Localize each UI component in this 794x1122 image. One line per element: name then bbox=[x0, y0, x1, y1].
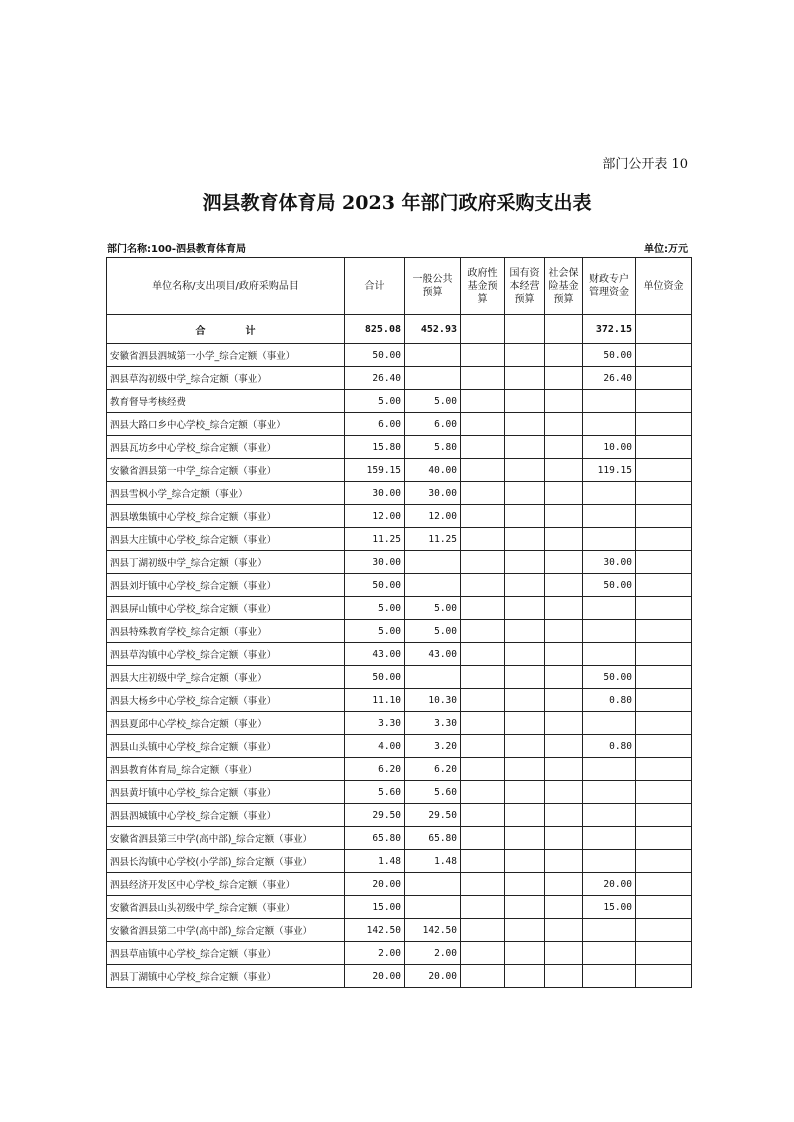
cell-social-insurance bbox=[545, 965, 583, 988]
cell-state-capital bbox=[505, 896, 545, 919]
cell-total: 12.00 bbox=[345, 505, 405, 528]
cell-social-insurance bbox=[545, 666, 583, 689]
cell-social-insurance bbox=[545, 735, 583, 758]
cell-total: 15.80 bbox=[345, 436, 405, 459]
cell-general: 20.00 bbox=[405, 965, 461, 988]
cell-total: 5.00 bbox=[345, 597, 405, 620]
procurement-table bbox=[106, 257, 692, 988]
cell-state-capital bbox=[505, 758, 545, 781]
cell-special-fiscal bbox=[583, 390, 636, 413]
cell-gov-fund bbox=[461, 344, 505, 367]
cell-general bbox=[405, 896, 461, 919]
cell-name: 泗县大庄镇中心学校_综合定额（事业） bbox=[107, 528, 345, 551]
cell-state-capital bbox=[505, 827, 545, 850]
cell-general bbox=[405, 551, 461, 574]
cell-special-fiscal: 0.80 bbox=[583, 689, 636, 712]
cell-special-fiscal bbox=[583, 781, 636, 804]
cell-state-capital bbox=[505, 528, 545, 551]
cell-total: 3.30 bbox=[345, 712, 405, 735]
total-label bbox=[107, 315, 345, 344]
cell-social-insurance bbox=[545, 436, 583, 459]
cell-unit-fund bbox=[636, 505, 692, 528]
cell-unit-fund bbox=[636, 850, 692, 873]
cell-name: 泗县夏邱中心学校_综合定额（事业） bbox=[107, 712, 345, 735]
cell-special-fiscal bbox=[583, 919, 636, 942]
cell-special-fiscal: 50.00 bbox=[583, 574, 636, 597]
cell-state-capital bbox=[505, 344, 545, 367]
cell-name: 泗县丁湖初级中学_综合定额（事业） bbox=[107, 551, 345, 574]
cell-gov-fund bbox=[461, 459, 505, 482]
header-general-budget: 一般公共预算 bbox=[405, 258, 461, 315]
cell-name: 安徽省泗县第一中学_综合定额（事业） bbox=[107, 459, 345, 482]
cell-special-fiscal: 50.00 bbox=[583, 666, 636, 689]
cell-state-capital bbox=[505, 482, 545, 505]
header-name: 单位名称/支出项目/政府采购品目 bbox=[107, 258, 345, 315]
cell-social-insurance bbox=[545, 528, 583, 551]
cell-general: 6.20 bbox=[405, 758, 461, 781]
cell-social-insurance bbox=[545, 413, 583, 436]
cell-gov-fund bbox=[461, 597, 505, 620]
cell-unit-fund bbox=[636, 942, 692, 965]
cell-social-insurance bbox=[545, 804, 583, 827]
cell-unit-fund bbox=[636, 344, 692, 367]
table-row bbox=[107, 482, 692, 505]
cell-gov-fund bbox=[461, 781, 505, 804]
cell-name: 泗县黄圩镇中心学校_综合定额（事业） bbox=[107, 781, 345, 804]
cell-total: 1.48 bbox=[345, 850, 405, 873]
table-row bbox=[107, 850, 692, 873]
cell-social-insurance bbox=[545, 758, 583, 781]
cell-special-fiscal: 10.00 bbox=[583, 436, 636, 459]
cell-name: 安徽省泗县泗城第一小学_综合定额（事业） bbox=[107, 344, 345, 367]
cell-social-insurance bbox=[545, 689, 583, 712]
cell-general: 11.25 bbox=[405, 528, 461, 551]
cell-state-capital bbox=[505, 804, 545, 827]
cell-unit-fund bbox=[636, 367, 692, 390]
cell-total: 26.40 bbox=[345, 367, 405, 390]
cell-social-insurance bbox=[545, 390, 583, 413]
department-label: 部门名称:100-泗县教育体育局 bbox=[107, 244, 247, 255]
cell-state-capital bbox=[505, 643, 545, 666]
cell-name: 泗县经济开发区中心学校_综合定额（事业） bbox=[107, 873, 345, 896]
cell-special-fiscal bbox=[583, 942, 636, 965]
cell-general: 6.00 bbox=[405, 413, 461, 436]
cell-unit-fund bbox=[636, 390, 692, 413]
cell-gov-fund bbox=[461, 804, 505, 827]
cell-unit-fund bbox=[636, 528, 692, 551]
cell-unit-fund bbox=[636, 919, 692, 942]
cell-gov-fund bbox=[461, 666, 505, 689]
header-gov-fund-budget: 政府性基金预算 bbox=[461, 258, 505, 315]
cell-social-insurance bbox=[545, 574, 583, 597]
cell-social-insurance bbox=[545, 712, 583, 735]
cell-special-fiscal bbox=[583, 804, 636, 827]
cell-state-capital bbox=[505, 965, 545, 988]
cell-state-capital bbox=[505, 551, 545, 574]
cell-name: 泗县墩集镇中心学校_综合定额（事业） bbox=[107, 505, 345, 528]
page-title: 泗县教育体育局 2023 年部门政府采购支出表 bbox=[202, 192, 592, 214]
cell-gov-fund bbox=[461, 689, 505, 712]
cell-special-fiscal bbox=[583, 643, 636, 666]
cell-general: 5.00 bbox=[405, 620, 461, 643]
table-row bbox=[107, 919, 692, 942]
cell-general: 43.00 bbox=[405, 643, 461, 666]
cell-state-capital bbox=[505, 919, 545, 942]
cell-state-capital bbox=[505, 712, 545, 735]
header-total: 合计 bbox=[345, 258, 405, 315]
cell-name: 泗县长沟镇中心学校(小学部)_综合定额（事业） bbox=[107, 850, 345, 873]
cell-unit-fund bbox=[636, 436, 692, 459]
cell-special-fiscal bbox=[583, 620, 636, 643]
total-cell-gov-fund bbox=[461, 315, 505, 344]
cell-total: 50.00 bbox=[345, 574, 405, 597]
cell-total: 4.00 bbox=[345, 735, 405, 758]
table-row bbox=[107, 781, 692, 804]
cell-unit-fund bbox=[636, 712, 692, 735]
cell-state-capital bbox=[505, 735, 545, 758]
cell-state-capital bbox=[505, 597, 545, 620]
total-label-char-1: 合 bbox=[195, 325, 206, 337]
unit-label: 单位:万元 bbox=[644, 244, 688, 255]
cell-general: 5.00 bbox=[405, 390, 461, 413]
cell-gov-fund bbox=[461, 505, 505, 528]
cell-unit-fund bbox=[636, 482, 692, 505]
cell-general: 10.30 bbox=[405, 689, 461, 712]
table-row bbox=[107, 551, 692, 574]
table-row bbox=[107, 689, 692, 712]
table-row bbox=[107, 413, 692, 436]
cell-special-fiscal: 15.00 bbox=[583, 896, 636, 919]
cell-name: 泗县屏山镇中心学校_综合定额（事业） bbox=[107, 597, 345, 620]
cell-special-fiscal bbox=[583, 528, 636, 551]
total-cell-state-capital bbox=[505, 315, 545, 344]
cell-total: 11.25 bbox=[345, 528, 405, 551]
cell-special-fiscal bbox=[583, 758, 636, 781]
cell-name: 泗县大杨乡中心学校_综合定额（事业） bbox=[107, 689, 345, 712]
cell-special-fiscal bbox=[583, 827, 636, 850]
table-row bbox=[107, 735, 692, 758]
table-row bbox=[107, 758, 692, 781]
cell-name: 安徽省泗县第二中学(高中部)_综合定额（事业） bbox=[107, 919, 345, 942]
cell-special-fiscal: 50.00 bbox=[583, 344, 636, 367]
cell-social-insurance bbox=[545, 551, 583, 574]
cell-state-capital bbox=[505, 574, 545, 597]
cell-state-capital bbox=[505, 390, 545, 413]
cell-state-capital bbox=[505, 942, 545, 965]
cell-name: 安徽省泗县第三中学(高中部)_综合定额（事业） bbox=[107, 827, 345, 850]
cell-total: 159.15 bbox=[345, 459, 405, 482]
cell-general: 5.60 bbox=[405, 781, 461, 804]
table-row bbox=[107, 390, 692, 413]
cell-unit-fund bbox=[636, 873, 692, 896]
cell-name: 泗县瓦坊乡中心学校_综合定额（事业） bbox=[107, 436, 345, 459]
cell-state-capital bbox=[505, 620, 545, 643]
cell-unit-fund bbox=[636, 574, 692, 597]
cell-special-fiscal: 119.15 bbox=[583, 459, 636, 482]
cell-unit-fund bbox=[636, 643, 692, 666]
cell-gov-fund bbox=[461, 413, 505, 436]
table-row bbox=[107, 505, 692, 528]
cell-special-fiscal bbox=[583, 850, 636, 873]
table-row bbox=[107, 528, 692, 551]
cell-name: 教育督导考核经费 bbox=[107, 390, 345, 413]
cell-unit-fund bbox=[636, 804, 692, 827]
table-row bbox=[107, 459, 692, 482]
cell-unit-fund bbox=[636, 620, 692, 643]
table-row bbox=[107, 804, 692, 827]
cell-gov-fund bbox=[461, 390, 505, 413]
cell-total: 50.00 bbox=[345, 344, 405, 367]
cell-general: 29.50 bbox=[405, 804, 461, 827]
total-cell-unit-fund bbox=[636, 315, 692, 344]
cell-general: 3.30 bbox=[405, 712, 461, 735]
cell-unit-fund bbox=[636, 459, 692, 482]
cell-total: 20.00 bbox=[345, 873, 405, 896]
cell-state-capital bbox=[505, 505, 545, 528]
cell-general: 40.00 bbox=[405, 459, 461, 482]
cell-total: 2.00 bbox=[345, 942, 405, 965]
cell-gov-fund bbox=[461, 827, 505, 850]
cell-unit-fund bbox=[636, 965, 692, 988]
table-row bbox=[107, 712, 692, 735]
cell-general: 12.00 bbox=[405, 505, 461, 528]
cell-general: 142.50 bbox=[405, 919, 461, 942]
cell-total: 15.00 bbox=[345, 896, 405, 919]
table-row bbox=[107, 344, 692, 367]
header-row bbox=[107, 258, 692, 315]
cell-social-insurance bbox=[545, 896, 583, 919]
cell-total: 142.50 bbox=[345, 919, 405, 942]
cell-special-fiscal: 30.00 bbox=[583, 551, 636, 574]
cell-unit-fund bbox=[636, 413, 692, 436]
cell-name: 泗县大路口乡中心学校_综合定额（事业） bbox=[107, 413, 345, 436]
cell-name: 泗县丁湖镇中心学校_综合定额（事业） bbox=[107, 965, 345, 988]
table-row bbox=[107, 643, 692, 666]
cell-social-insurance bbox=[545, 873, 583, 896]
cell-gov-fund bbox=[461, 551, 505, 574]
cell-total: 30.00 bbox=[345, 482, 405, 505]
cell-total: 30.00 bbox=[345, 551, 405, 574]
cell-gov-fund bbox=[461, 896, 505, 919]
cell-total: 11.10 bbox=[345, 689, 405, 712]
cell-social-insurance bbox=[545, 919, 583, 942]
table-row bbox=[107, 620, 692, 643]
cell-special-fiscal bbox=[583, 965, 636, 988]
total-cell-special-fiscal: 372.15 bbox=[583, 315, 636, 344]
cell-social-insurance bbox=[545, 505, 583, 528]
cell-gov-fund bbox=[461, 919, 505, 942]
cell-social-insurance bbox=[545, 620, 583, 643]
cell-general bbox=[405, 666, 461, 689]
cell-unit-fund bbox=[636, 689, 692, 712]
cell-social-insurance bbox=[545, 597, 583, 620]
cell-state-capital bbox=[505, 459, 545, 482]
header-unit-fund: 单位资金 bbox=[636, 258, 692, 315]
cell-general bbox=[405, 574, 461, 597]
cell-unit-fund bbox=[636, 551, 692, 574]
cell-gov-fund bbox=[461, 712, 505, 735]
table-number: 部门公开表 10 bbox=[602, 157, 688, 172]
table-row bbox=[107, 574, 692, 597]
cell-name: 泗县泗城镇中心学校_综合定额（事业） bbox=[107, 804, 345, 827]
header-state-capital-budget: 国有资本经营预算 bbox=[505, 258, 545, 315]
cell-name: 泗县教育体育局_综合定额（事业） bbox=[107, 758, 345, 781]
cell-gov-fund bbox=[461, 942, 505, 965]
cell-unit-fund bbox=[636, 896, 692, 919]
table-row bbox=[107, 597, 692, 620]
cell-gov-fund bbox=[461, 482, 505, 505]
cell-unit-fund bbox=[636, 735, 692, 758]
cell-special-fiscal bbox=[583, 597, 636, 620]
cell-total: 5.00 bbox=[345, 390, 405, 413]
cell-name: 泗县草庙镇中心学校_综合定额（事业） bbox=[107, 942, 345, 965]
cell-gov-fund bbox=[461, 965, 505, 988]
cell-social-insurance bbox=[545, 344, 583, 367]
cell-special-fiscal: 0.80 bbox=[583, 735, 636, 758]
cell-general: 5.00 bbox=[405, 597, 461, 620]
cell-total: 65.80 bbox=[345, 827, 405, 850]
cell-gov-fund bbox=[461, 850, 505, 873]
cell-total: 5.60 bbox=[345, 781, 405, 804]
cell-social-insurance bbox=[545, 781, 583, 804]
cell-state-capital bbox=[505, 873, 545, 896]
cell-unit-fund bbox=[636, 597, 692, 620]
cell-special-fiscal: 26.40 bbox=[583, 367, 636, 390]
table-row bbox=[107, 965, 692, 988]
cell-name: 泗县山头镇中心学校_综合定额（事业） bbox=[107, 735, 345, 758]
cell-special-fiscal bbox=[583, 413, 636, 436]
table-row bbox=[107, 873, 692, 896]
cell-unit-fund bbox=[636, 827, 692, 850]
total-cell-general: 452.93 bbox=[405, 315, 461, 344]
cell-social-insurance bbox=[545, 643, 583, 666]
cell-total: 29.50 bbox=[345, 804, 405, 827]
cell-general: 65.80 bbox=[405, 827, 461, 850]
cell-gov-fund bbox=[461, 528, 505, 551]
cell-state-capital bbox=[505, 367, 545, 390]
cell-special-fiscal bbox=[583, 712, 636, 735]
cell-state-capital bbox=[505, 413, 545, 436]
table-row bbox=[107, 367, 692, 390]
total-cell-social-insurance bbox=[545, 315, 583, 344]
cell-total: 43.00 bbox=[345, 643, 405, 666]
cell-special-fiscal: 20.00 bbox=[583, 873, 636, 896]
table-row bbox=[107, 436, 692, 459]
header-social-insurance-budget: 社会保险基金预算 bbox=[545, 258, 583, 315]
cell-gov-fund bbox=[461, 367, 505, 390]
header-special-fiscal-fund: 财政专户管理资金 bbox=[583, 258, 636, 315]
cell-name: 泗县特殊教育学校_综合定额（事业） bbox=[107, 620, 345, 643]
cell-general bbox=[405, 873, 461, 896]
cell-gov-fund bbox=[461, 758, 505, 781]
cell-name: 泗县刘圩镇中心学校_综合定额（事业） bbox=[107, 574, 345, 597]
cell-general: 5.80 bbox=[405, 436, 461, 459]
cell-name: 泗县草沟初级中学_综合定额（事业） bbox=[107, 367, 345, 390]
cell-social-insurance bbox=[545, 850, 583, 873]
cell-name: 安徽省泗县山头初级中学_综合定额（事业） bbox=[107, 896, 345, 919]
cell-gov-fund bbox=[461, 873, 505, 896]
cell-gov-fund bbox=[461, 620, 505, 643]
cell-general bbox=[405, 367, 461, 390]
cell-state-capital bbox=[505, 689, 545, 712]
total-cell-total: 825.08 bbox=[345, 315, 405, 344]
cell-total: 6.00 bbox=[345, 413, 405, 436]
cell-name: 泗县大庄初级中学_综合定额（事业） bbox=[107, 666, 345, 689]
cell-total: 6.20 bbox=[345, 758, 405, 781]
cell-total: 20.00 bbox=[345, 965, 405, 988]
cell-social-insurance bbox=[545, 827, 583, 850]
cell-general: 3.20 bbox=[405, 735, 461, 758]
total-label-char-2: 计 bbox=[245, 325, 256, 337]
cell-gov-fund bbox=[461, 735, 505, 758]
cell-total: 5.00 bbox=[345, 620, 405, 643]
cell-social-insurance bbox=[545, 459, 583, 482]
cell-gov-fund bbox=[461, 643, 505, 666]
cell-name: 泗县草沟镇中心学校_综合定额（事业） bbox=[107, 643, 345, 666]
cell-general bbox=[405, 344, 461, 367]
cell-general: 2.00 bbox=[405, 942, 461, 965]
cell-state-capital bbox=[505, 781, 545, 804]
cell-state-capital bbox=[505, 850, 545, 873]
cell-special-fiscal bbox=[583, 482, 636, 505]
cell-state-capital bbox=[505, 436, 545, 459]
cell-name: 泗县雪枫小学_综合定额（事业） bbox=[107, 482, 345, 505]
cell-gov-fund bbox=[461, 574, 505, 597]
cell-special-fiscal bbox=[583, 505, 636, 528]
cell-social-insurance bbox=[545, 482, 583, 505]
cell-unit-fund bbox=[636, 666, 692, 689]
cell-general: 30.00 bbox=[405, 482, 461, 505]
total-row bbox=[107, 315, 692, 344]
cell-social-insurance bbox=[545, 367, 583, 390]
cell-gov-fund bbox=[461, 436, 505, 459]
table-row bbox=[107, 896, 692, 919]
cell-unit-fund bbox=[636, 758, 692, 781]
cell-state-capital bbox=[505, 666, 545, 689]
cell-unit-fund bbox=[636, 781, 692, 804]
cell-social-insurance bbox=[545, 942, 583, 965]
table-row bbox=[107, 942, 692, 965]
cell-total: 50.00 bbox=[345, 666, 405, 689]
table-row bbox=[107, 827, 692, 850]
cell-general: 1.48 bbox=[405, 850, 461, 873]
table-row bbox=[107, 666, 692, 689]
